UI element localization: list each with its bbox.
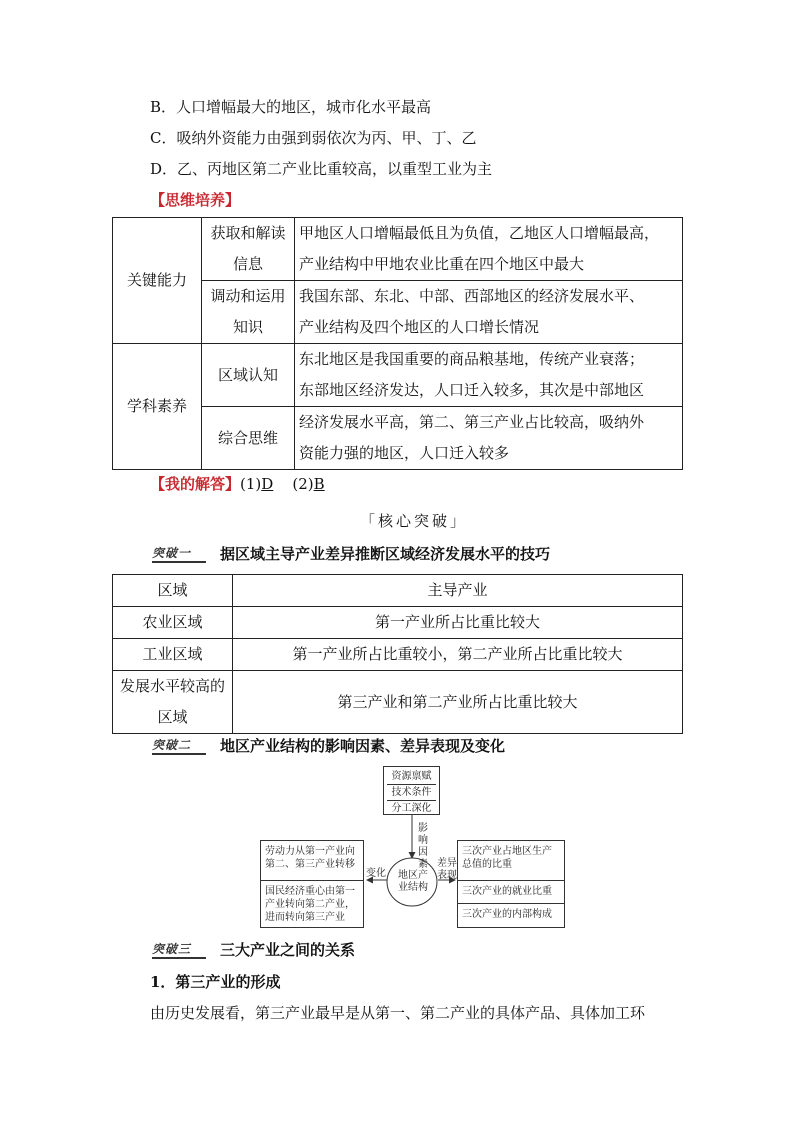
difference-item: 三次产业的就业比重 [458,881,564,904]
thinking-item-cell: 综合思维 [202,407,295,470]
influence-label: 影响因素 [418,823,428,870]
regions-cell: 工业区域 [113,639,233,671]
answer-value-2: B [313,475,325,493]
regions-cell: 发展水平较高的区域 [113,671,233,734]
body-paragraph: 由历史发展看，第三产业最早是从第一、第二产业的具体产品、具体加工环 [150,1004,646,1022]
answer-line: 【我的解答】(1)D (2)B [150,475,325,493]
regions-cell: 农业区域 [113,607,233,639]
thinking-desc-cell: 甲地区人口增幅最低且为负值，乙地区人口增幅最高， 产业结构中甲地农业比重在四个地区中最大 [295,218,683,281]
breakthrough-heading-1: 据区域主导产业差异推断区域经济发展水平的技巧 [220,545,551,563]
option-b: B．人口增幅最大的地区，城市化水平最高 [150,98,432,116]
thinking-desc-cell: 东北地区是我国重要的商品粮基地，传统产业衰落； 东部地区经济发达，人口迁入较多，其次是中部地区 [295,344,683,407]
change-item: 劳动力从第一产业向第二、第三产业转移 [261,841,363,881]
regions-cell: 第一产业所占比重比较大 [233,607,683,639]
thinking-group-cell: 关键能力 [113,218,202,344]
core-title: 「核心突破」 [360,512,469,530]
thinking-desc-cell: 经济发展水平高，第二、第三产业占比较高，吸纳外 资能力强的地区，人口迁入较多 [295,407,683,470]
breakthrough-heading-3: 三大产业之间的关系 [220,941,356,959]
thinking-item-cell: 区域认知 [202,344,295,407]
option-c: C．吸纳外资能力由强到弱依次为丙、甲、丁、乙 [150,129,477,147]
change-item: 国民经济重心由第一产业转向第二产业，进而转向第三产业 [265,886,355,923]
regions-header-cell: 区域 [113,575,233,607]
center-label: 地区产业结构 [398,870,428,893]
regions-cell: 第三产业和第二产业所占比重比较大 [233,671,683,734]
difference-box [457,840,565,928]
thinking-item-cell: 调动和运用知识 [202,281,295,344]
difference-label: 差异表现 [437,858,457,881]
answer-label: 【我的解答】 [150,475,241,493]
thinking-desc-cell: 我国东部、东北、中部、西部地区的经济发展水平、 产业结构及四个地区的人口增长情况 [295,281,683,344]
option-d: D．乙、丙地区第二产业比重较高，以重型工业为主 [150,160,493,178]
factor-item: 资源禀赋 [387,769,436,785]
difference-item: 三次产业占地区生产总值的比重 [458,841,564,881]
regions-cell: 第一产业所占比重较小，第二产业所占比重比较大 [233,639,683,671]
factor-item: 分工深化 [391,803,432,814]
breakthrough-badge-2: 突破二 [152,737,206,755]
change-box [260,840,364,928]
thinking-title: 【思维培养】 [150,191,241,209]
thinking-item-cell: 获取和解读信息 [202,218,295,281]
regions-header-cell: 主导产业 [233,575,683,607]
factors-box [383,766,440,815]
factor-item: 技术条件 [387,785,436,801]
answer-value-1: D [261,475,274,493]
breakthrough-heading-2: 地区产业结构的影响因素、差异表现及变化 [220,737,506,755]
section-heading: 1．第三产业的形成 [150,973,281,991]
breakthrough-badge-1: 突破一 [152,545,206,563]
thinking-group-cell: 学科素养 [113,344,202,470]
difference-item: 三次产业的内部构成 [462,909,552,920]
breakthrough-badge-3: 突破三 [152,941,206,959]
change-label: 变化 [366,868,386,879]
